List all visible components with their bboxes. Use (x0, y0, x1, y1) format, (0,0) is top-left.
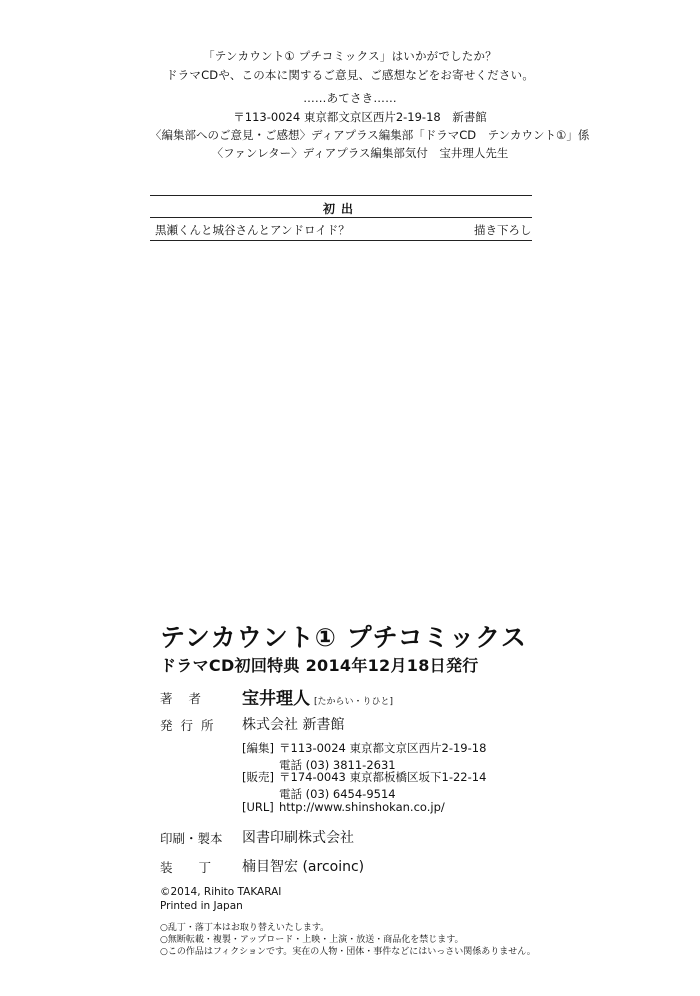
postal-address: 〒113-0024 東京都文京区西片2-19-18 新書館 (233, 110, 487, 124)
notice-line-1: ○乱丁・落丁本はお取り替えいたします。 (160, 923, 330, 933)
table-header-rule (150, 217, 532, 218)
printed-in-line: Printed in Japan (160, 900, 243, 912)
notice-line-3: ○この作品はフィクションです。実在の人物・団体・事件などにはいっさい関係ありません。 (160, 947, 536, 957)
fanletter-address: 〈ファンレター〉ディアプラス編集部気付 宝井理人先生 (211, 146, 509, 160)
printing-label: 印刷・製本 (160, 831, 223, 846)
letter-request-line-1: 「テンカウント① プチコミックス」はいかがでしたか？ (203, 49, 497, 63)
first-appearance-title: 黒瀬くんと城谷さんとアンドロイド？ (155, 223, 350, 237)
publisher-url[interactable]: http://www.shinshokan.co.jp/ (279, 800, 445, 814)
editorial-label: [編集] (242, 741, 274, 755)
first-appearance-header: 初出 (322, 202, 359, 216)
designer-name: 楠目智宏 (arcoinc) (242, 859, 365, 875)
book-title: テンカウント① プチコミックス (160, 623, 527, 652)
letter-request-line-2: ドラマCDや、この本に関するご意見、ご感想などをお寄せください。 (165, 68, 535, 82)
publisher-name: 株式会社 新書館 (242, 717, 345, 733)
sales-label: [販売] (242, 770, 274, 784)
url-label: [URL] (242, 800, 274, 814)
author-name: 宝井理人 (242, 689, 310, 709)
publisher-label: 発行所 (160, 718, 222, 733)
opinion-address: 〈編集部へのご意見・ご感想〉ディアプラス編集部「ドラマCD テンカウント①」係 (150, 128, 590, 142)
notice-line-2: ○無断転載・複製・アップロード・上映・上演・放送・商品化を禁じます。 (160, 935, 464, 945)
author-value (242, 684, 393, 709)
sales-address: 〒174-0043 東京都板橋区坂下1-22-14 (279, 770, 487, 784)
design-label: 装丁 (160, 860, 238, 875)
table-bottom-rule (150, 240, 532, 241)
printing-company: 図書印刷株式会社 (242, 830, 354, 846)
table-top-rule (150, 195, 532, 196)
copyright-line: ©2014, Rihito TAKARAI (160, 886, 282, 898)
editorial-address: 〒113-0024 東京都文京区西片2-19-18 (279, 741, 487, 755)
address-heading: ……あてさき…… (303, 91, 397, 105)
author-reading: [たからい・りひと] (314, 697, 394, 707)
sales-phone: 電話 (03) 6454-9514 (279, 787, 396, 801)
book-subtitle: ドラマCD初回特典 2014年12月18日発行 (160, 656, 479, 675)
author-label: 著者 (160, 691, 218, 706)
first-appearance-source: 描き下ろし (474, 223, 532, 237)
editorial-phone: 電話 (03) 3811-2631 (279, 758, 396, 772)
